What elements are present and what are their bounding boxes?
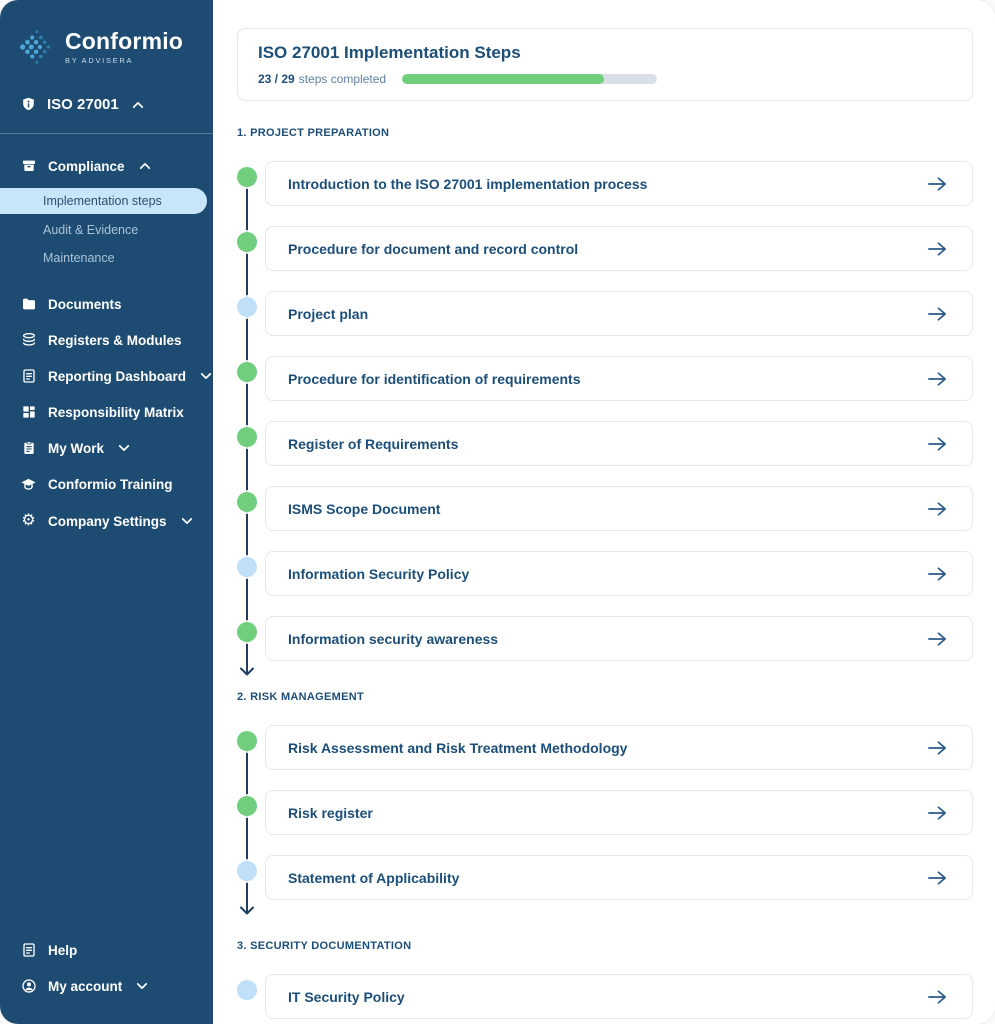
progress-bar-fill bbox=[402, 74, 604, 84]
chevron-down-icon bbox=[181, 517, 193, 525]
arrow-right-icon bbox=[927, 176, 948, 192]
logo-wordmark bbox=[65, 27, 184, 65]
arrow-right-icon bbox=[927, 306, 948, 322]
step-status-dot bbox=[237, 167, 257, 187]
arrow-right-icon bbox=[927, 989, 948, 1005]
step-card[interactable] bbox=[265, 974, 973, 1019]
chevron-down-icon bbox=[200, 372, 212, 380]
nav-label: My account bbox=[48, 978, 123, 994]
graduation-cap-icon bbox=[20, 476, 37, 493]
step-row bbox=[237, 291, 973, 336]
arrow-right-icon bbox=[927, 501, 948, 517]
step-status-dot bbox=[237, 427, 257, 447]
step-row bbox=[237, 725, 973, 770]
step-status-dot bbox=[237, 622, 257, 642]
step-title: Procedure for identification of requirements bbox=[288, 370, 581, 387]
nav-item-responsibility-matrix[interactable] bbox=[0, 394, 213, 430]
logo-subtext: BY ADVISERA bbox=[65, 55, 134, 65]
help-doc-icon bbox=[20, 942, 37, 958]
step-row bbox=[237, 616, 973, 661]
clipboard-icon bbox=[20, 440, 37, 456]
nav-label: Reporting Dashboard bbox=[48, 368, 187, 384]
step-card[interactable] bbox=[265, 161, 973, 206]
step-card[interactable] bbox=[265, 725, 973, 770]
nav-item-registers-modules[interactable] bbox=[0, 322, 213, 358]
arrow-right-icon bbox=[927, 740, 948, 756]
step-status-dot bbox=[237, 232, 257, 252]
step-card[interactable] bbox=[265, 855, 973, 900]
gear-icon: ⚙ bbox=[21, 512, 36, 529]
step-title: ISMS Scope Document bbox=[288, 500, 441, 517]
step-card[interactable] bbox=[265, 616, 973, 661]
arrow-right-icon bbox=[927, 371, 948, 387]
nav-label: Company Settings bbox=[48, 513, 167, 529]
archive-box-icon bbox=[20, 158, 37, 174]
page-header-card bbox=[237, 28, 973, 101]
layers-icon bbox=[20, 332, 37, 348]
step-title: Introduction to the ISO 27001 implementation process bbox=[288, 175, 648, 192]
step-status-dot bbox=[237, 362, 257, 382]
nav-label: Compliance bbox=[48, 158, 125, 174]
step-row bbox=[237, 790, 973, 835]
step-status-dot bbox=[237, 557, 257, 577]
progress-row bbox=[258, 72, 952, 86]
nav-label: Registers & Modules bbox=[48, 332, 182, 348]
step-status-dot bbox=[237, 861, 257, 881]
steps-list bbox=[237, 974, 973, 1019]
step-row bbox=[237, 161, 973, 206]
chevron-up-icon bbox=[132, 101, 144, 109]
step-card[interactable] bbox=[265, 486, 973, 531]
main-content bbox=[213, 0, 995, 1024]
nav-label: Responsibility Matrix bbox=[48, 404, 184, 420]
chevron-down-icon bbox=[118, 444, 130, 452]
arrow-right-icon bbox=[927, 631, 948, 647]
sidebar-footer bbox=[0, 932, 213, 1024]
sidebar-nav bbox=[0, 134, 213, 539]
nav-item-company-settings[interactable] bbox=[0, 503, 213, 539]
arrow-right-icon bbox=[927, 870, 948, 886]
arrow-down-icon bbox=[239, 900, 255, 915]
steps-count-label: steps completed bbox=[298, 72, 387, 86]
compliance-subnav bbox=[0, 184, 213, 286]
nav-item-documents[interactable] bbox=[0, 286, 213, 322]
step-status-dot bbox=[237, 731, 257, 751]
nav-label: My Work bbox=[48, 440, 105, 456]
arrow-right-icon bbox=[927, 436, 948, 452]
step-row bbox=[237, 974, 973, 1019]
nav-item-reporting-dashboard[interactable] bbox=[0, 358, 213, 394]
step-card[interactable] bbox=[265, 356, 973, 401]
nav-item-conformio-training[interactable] bbox=[0, 466, 213, 503]
timeline bbox=[237, 790, 265, 835]
standard-label: ISO 27001 bbox=[47, 96, 119, 113]
arrow-right-icon bbox=[927, 566, 948, 582]
steps-list bbox=[237, 725, 973, 900]
nav-item-help[interactable] bbox=[0, 932, 213, 968]
section-project-preparation bbox=[237, 127, 973, 661]
timeline bbox=[237, 226, 265, 271]
steps-count: 23 / 29 bbox=[258, 72, 295, 86]
step-title: Procedure for document and record control bbox=[288, 240, 579, 257]
step-status-dot bbox=[237, 297, 257, 317]
section-label: 3. SECURITY DOCUMENTATION bbox=[237, 940, 412, 952]
step-title: Risk Assessment and Risk Treatment Methodology bbox=[288, 739, 628, 756]
step-card[interactable] bbox=[265, 551, 973, 596]
arrow-down-icon bbox=[239, 661, 255, 676]
timeline bbox=[237, 725, 265, 770]
step-row bbox=[237, 421, 973, 466]
nav-item-compliance[interactable] bbox=[0, 148, 213, 184]
grid-icon bbox=[20, 404, 37, 420]
step-status-dot bbox=[237, 980, 257, 1000]
chevron-down-icon bbox=[136, 982, 148, 990]
step-title: Information security awareness bbox=[288, 630, 499, 647]
logo-text: Conformio bbox=[65, 27, 184, 54]
step-row bbox=[237, 551, 973, 596]
step-card[interactable] bbox=[265, 226, 973, 271]
timeline bbox=[237, 421, 265, 466]
section-security-documentation bbox=[237, 940, 973, 1019]
page-title: ISO 27001 Implementation Steps bbox=[258, 43, 521, 62]
section-label: 1. PROJECT PREPARATION bbox=[237, 127, 390, 139]
timeline bbox=[237, 356, 265, 401]
step-status-dot bbox=[237, 796, 257, 816]
arrow-right-icon bbox=[927, 241, 948, 257]
step-row bbox=[237, 486, 973, 531]
timeline bbox=[237, 486, 265, 531]
timeline bbox=[237, 551, 265, 596]
section-label: 2. RISK MANAGEMENT bbox=[237, 691, 365, 703]
subnav-item-maintenance[interactable]: Maintenance bbox=[43, 251, 115, 265]
step-row bbox=[237, 855, 973, 900]
sidebar-spacer bbox=[0, 539, 213, 932]
step-title: Information Security Policy bbox=[288, 565, 470, 582]
step-card[interactable] bbox=[265, 421, 973, 466]
standard-selector-iso27001[interactable] bbox=[0, 84, 213, 133]
subnav-item-implementation-steps[interactable]: Implementation steps bbox=[0, 188, 207, 214]
timeline bbox=[237, 616, 265, 661]
nav-item-my-account[interactable] bbox=[0, 968, 213, 1004]
timeline bbox=[237, 855, 265, 900]
logo[interactable] bbox=[0, 0, 213, 84]
nav-item-my-work[interactable] bbox=[0, 430, 213, 466]
step-card[interactable] bbox=[265, 790, 973, 835]
shield-info-icon bbox=[20, 96, 37, 113]
progress-bar bbox=[402, 74, 657, 84]
subnav-item-audit-evidence[interactable]: Audit & Evidence bbox=[43, 223, 139, 237]
timeline bbox=[237, 974, 265, 1019]
steps-list bbox=[237, 161, 973, 661]
nav-label: Help bbox=[48, 942, 78, 958]
step-title: Register of Requirements bbox=[288, 435, 459, 452]
step-status-dot bbox=[237, 492, 257, 512]
nav-label: Documents bbox=[48, 296, 122, 312]
report-icon bbox=[20, 368, 37, 384]
step-card[interactable] bbox=[265, 291, 973, 336]
sidebar bbox=[0, 0, 213, 1024]
conformio-logo-icon bbox=[16, 26, 58, 68]
step-title: Project plan bbox=[288, 305, 369, 322]
step-row bbox=[237, 226, 973, 271]
folder-icon bbox=[20, 296, 37, 312]
nav-label: Conformio Training bbox=[48, 477, 173, 492]
step-title: IT Security Policy bbox=[288, 988, 405, 1005]
step-row bbox=[237, 356, 973, 401]
step-title: Risk register bbox=[288, 804, 373, 821]
timeline bbox=[237, 161, 265, 206]
step-title: Statement of Applicability bbox=[288, 869, 460, 886]
timeline bbox=[237, 291, 265, 336]
chevron-up-icon bbox=[139, 162, 151, 170]
user-circle-icon bbox=[20, 978, 37, 994]
arrow-right-icon bbox=[927, 805, 948, 821]
section-risk-management bbox=[237, 691, 973, 900]
